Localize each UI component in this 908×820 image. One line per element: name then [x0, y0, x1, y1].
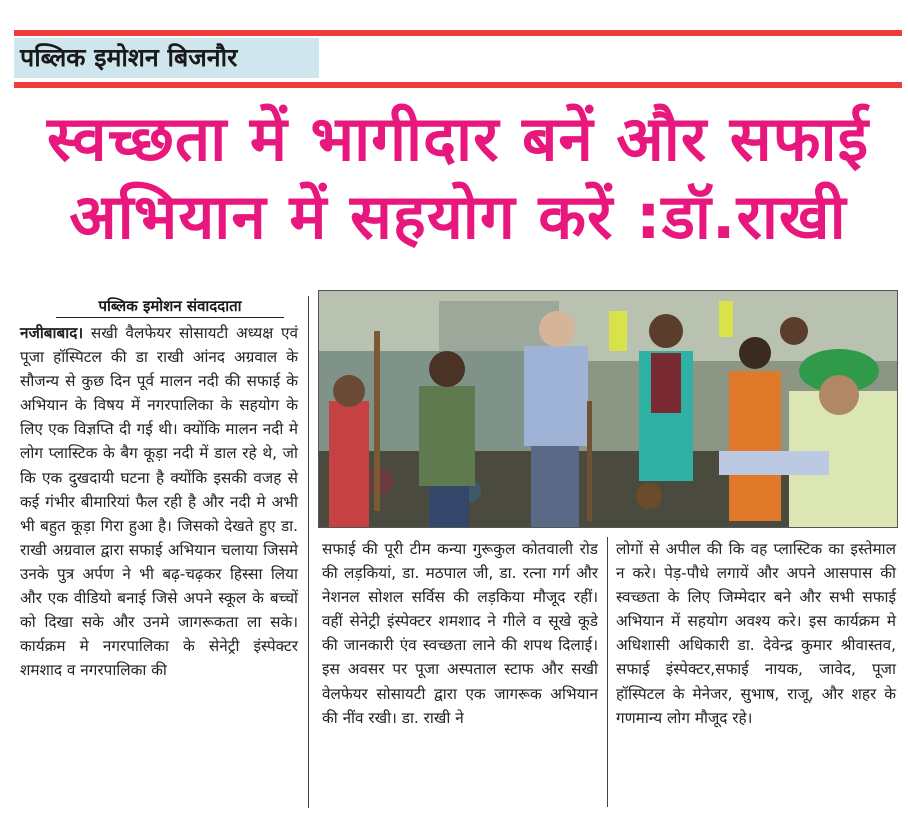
headline-line-1: स्वच्छता में भागीदार बनें और सफाई	[46, 102, 870, 175]
headline-line-2: अभियान में सहयोग करें :डॉ.राखी	[69, 180, 847, 253]
column-divider-1	[308, 296, 309, 808]
bottom-red-rule	[14, 82, 902, 88]
photo-illustration	[319, 291, 898, 528]
article-column-3: लोगों से अपील की कि वह प्लास्टिक का इस्तेमाल न करे। पेड़-पौधे लगायें और अपने आसपास की स्वच्छता के लिए जिम्मेदार बने और सभी सफाई अभियान में सहयोग अवश्य करे। इस कार्यक्रम मे अधिशासी अधिकारी डा. देवेन्द्र कुमार श्रीवास्तव, सफाई इंस्पेक्टर,सफाई नायक, जावेद, पूजा हॉस्पिटल के मेनेजर, सुभाष, राजू, और शहर के गणमान्य लोग मौजूद रहे।	[616, 540, 896, 727]
dateline: नजीबाबाद।	[20, 324, 84, 342]
column-1-text: सखी वैलफेयर सोसायटी अध्यक्ष एवं पूजा हॉस्पिटल की डा राखी आंनद अग्रवाल के सौजन्य से कुछ दिन पूर्व मालन नदी की सफाई के अभियान के विषय में नगरपालिका के सहयोग के लिए एक विज्ञप्ति दी गई थी। क्योंकि मालन नदी मे लोग प्लास्टिक के बैग कूड़ा नदी में डाल रहे थे, जो कि एक दुखदायी घटना है क्योंकि इसकी वजह से कई गंभीर बीमारियां फैल रही है और नदी मे अभी भी बहुत कूड़ा गिरा हुआ है। जिसको देखते हुए डा. राखी अग्रवाल द्वारा सफाई अभियान चलाया जिसमे उनके पुत्र अर्पण ने भी बढ़-चढ़कर हिस्सा लिया और एक वीडियो बनाई जिसे अपने स्कूल के बच्चों को दिखा सके और उनमे जागरूकता ला सके। कार्यक्रम मे नगरपालिका के सेनेट्री इंस्पेक्टर शमशाद व नगरपालिका की	[20, 324, 298, 680]
section-kicker: पब्लिक इमोशन बिजनौर	[14, 38, 319, 78]
article-column-1	[20, 321, 298, 682]
article-column-2: सफाई की पूरी टीम कन्या गुरूकुल कोतवाली रोड की लड़कियां, डा. मठपाल जी, डा. रत्ना गर्ग और नेशनल सोशल सर्विस की लड़किया मौजूद रहीं। वहीं सेनेट्री इंस्पेक्टर शमशाद ने गीले व सूखे कूडे की जानकारी एंव स्वच्छता लाने की शपथ दिलाई। इस अवसर पर पूजा अस्पताल स्टाफ और सखी वेलफेयर सोसायटी द्वारा एक जागरूक अभियान की नींव रखी। डा. राखी ने	[322, 540, 598, 727]
headline	[18, 100, 898, 256]
column-divider-2	[607, 537, 608, 807]
news-photo	[318, 290, 898, 528]
top-red-rule	[14, 30, 902, 36]
byline: पब्लिक इमोशन संवाददाता	[56, 296, 284, 318]
